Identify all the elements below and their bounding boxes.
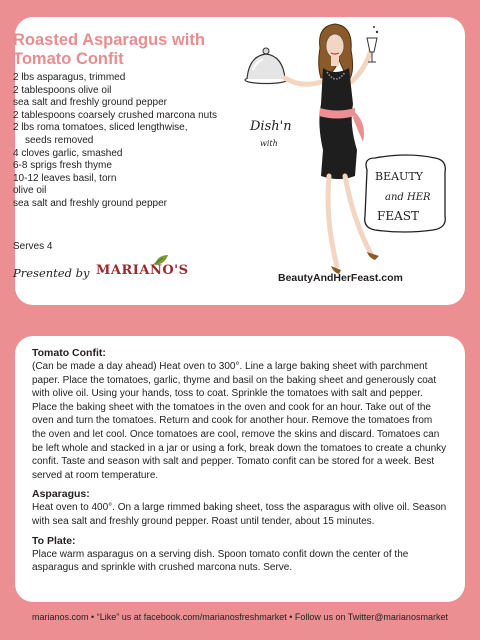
ingredient-item: 4 cloves garlic, smashed [13,147,123,159]
and-her-text: and HER [385,192,431,203]
footer-links: marianos.com • “Like” us at facebook.com/marianosfreshmarket • Follow us on Twitter@marianosmarket [32,612,448,622]
cloche-icon [245,48,287,84]
ingredient-item: 2 lbs asparagus, trimmed [13,72,126,83]
recipe-title [13,31,243,69]
ingredient-item: 2 lbs roma tomatoes, sliced lengthwise, [13,122,188,134]
ingredient-item: 10-12 leaves basil, torn [13,172,117,184]
dish-title-text: Dish'n [250,119,292,134]
recipe-title-line-1: Roasted Asparagus with [13,31,205,49]
to-plate-text: Place warm asparagus on a serving dish. Spoon tomato confit down the center of the asparagus and sprinkle with crushed marcona nuts. Serve. [32,548,409,574]
feast-text: FEAST [377,209,419,223]
ingredient-item: sea salt and freshly ground pepper [13,97,167,109]
tomato-confit-heading: Tomato Confit: [32,347,106,359]
ingredient-list [13,72,253,211]
presented-by-text: Presented by [13,266,90,280]
ingredient-item: olive oil [13,185,47,197]
dish-with-text: with [260,139,278,148]
ingredient-item: 6-8 sprigs fresh thyme [13,160,112,172]
ingredient-item: sea salt and freshly ground pepper [13,197,167,209]
beauty-feast-logo [365,155,446,232]
recipe-title-line-2: Tomato Confit [13,50,124,68]
asparagus-heading: Asparagus: [32,488,90,501]
ingredient-item: 2 tablespoons coarsely crushed marcona nuts [13,109,218,121]
ingredient-item: seeds removed [25,134,94,146]
serves-text: Serves 4 [13,241,53,252]
ingredient-item: 2 tablespoons olive oil [13,84,112,96]
tomato-confit-text: (Can be made a day ahead) Heat oven to 300°. Line a large baking sheet with parchment paper. Place the tomatoes, garlic, thyme and basil on the baking sheet and generously coat with olive oil. Using your hands, toss to coat. Sprinkle the tomatoes with salt and pepper. Place the baking sheet with the tomatoes in the oven and cook for an hour. Take out of the oven and turn the tomatoes. Return and cook for another hour. Remove the tomatoes from the oven and let cool. Once tomatoes are cool, remove the skins and discard. Tomatoes can be left whole and stacked in a jar or using a fork, break down the tomatoes to create a chunky confit. Taste and season with salt and pepper. Tomato confit can be stored for a week. Best served at room temperature. [32,361,447,481]
beauty-text: BEAUTY [375,170,423,183]
hostess-illustration [225,20,450,282]
to-plate-heading: To Plate: [32,534,76,547]
asparagus-text: Heat oven to 400°. On a large rimmed baking sheet, toss the asparagus with olive oil. Season with sea salt and freshly ground pepper. Roast until tender, about 15 minutes. [32,502,447,527]
website-link[interactable]: BeautyAndHerFeast.com [278,272,403,284]
instructions-card [15,336,465,602]
marianos-logo: MARIANO'S [96,263,189,278]
